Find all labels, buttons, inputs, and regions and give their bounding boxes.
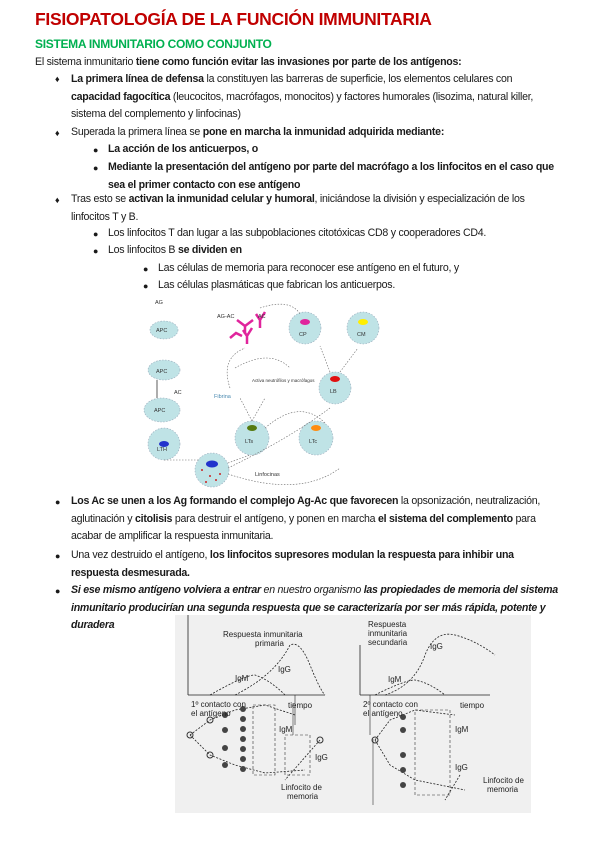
- bullet-cellular-humoral: [71, 191, 559, 226]
- sub-bullet-t-cells: Los linfocitos T dan lugar a las subpoblaciones citotóxicas CD8 y cooperadores CD4.: [108, 227, 487, 239]
- label-igm: IgM: [279, 725, 293, 734]
- bullet-icon: ●: [143, 264, 149, 274]
- text: Tras esto se: [71, 193, 129, 205]
- bullet-first-line-defense: [71, 71, 559, 124]
- plasma-cells-item: Las células plasmáticas que fabrican los anticuerpos.: [158, 279, 396, 291]
- bullet-acquired-immunity: [71, 124, 559, 142]
- label-ag-ac: AG-AC: [217, 314, 235, 320]
- text-bold: capacidad fagocítica: [71, 90, 171, 103]
- text: Superada la primera línea se: [71, 126, 203, 138]
- bullet-icon: ●: [93, 163, 99, 173]
- text: Una vez destruido el antígeno,: [71, 549, 210, 561]
- label-lts: LTs: [245, 439, 254, 445]
- label-memory-cell: Linfocito de: [281, 783, 322, 792]
- text-bold: pone en marcha la inmunidad adquirida mediante:: [202, 126, 445, 138]
- section-heading: SISTEMA INMUNITARIO COMO CONJUNTO: [35, 37, 272, 51]
- label-igg: IgG: [315, 753, 328, 762]
- nucleus: [330, 376, 340, 382]
- label-activa: Activa neutrófilos y macrófagos: [252, 378, 315, 383]
- label-memory-cell: memoria: [487, 785, 519, 794]
- label-igm: IgM: [388, 675, 402, 684]
- label-cm: CM: [357, 332, 366, 338]
- label-apc: APC: [154, 408, 166, 414]
- label-linfocinas: Linfocinas: [255, 472, 280, 478]
- sub-bullet-antibodies: La acción de los anticuerpos, o: [108, 143, 259, 155]
- label-second-contact: el antígeno: [363, 709, 403, 718]
- intro-paragraph: [35, 54, 575, 72]
- text: la constituyen las barreras de superficie, los elementos celulares con: [203, 73, 513, 85]
- bullet-icon: ●: [93, 229, 99, 239]
- text-bold: tiene como función evitar las invasiones por parte de los antígenos:: [135, 56, 462, 68]
- text: para acabar de amplificar la respuesta inmunitaria.: [71, 512, 536, 543]
- bullet-icon: ●: [143, 281, 149, 291]
- label-memory-cell: Linfocito de: [483, 776, 524, 785]
- nucleus: [358, 319, 368, 325]
- bullet-ag-ac-complex: [71, 493, 563, 546]
- diamond-bullet-icon: ♦: [55, 128, 60, 138]
- nucleus: [300, 319, 310, 325]
- text: la opsonización, neutralización, aglutinación y: [71, 495, 541, 525]
- bullet-icon: ●: [93, 145, 99, 155]
- label-apc: APC: [156, 328, 168, 334]
- text: Los linfocitos B: [108, 244, 178, 256]
- text: para destruir el antígeno, y ponen en marcha: [172, 512, 378, 525]
- nucleus: [311, 425, 321, 431]
- label-tiempo: tiempo: [460, 701, 485, 710]
- nucleus: [206, 461, 218, 468]
- label-memory-cell: memoria: [287, 792, 319, 801]
- primary-secondary-response-figure: [175, 615, 531, 813]
- label-primary-response: primaria: [255, 639, 284, 648]
- label-secondary-response: secundaria: [368, 638, 408, 647]
- text-bold: La primera línea de defensa: [71, 73, 204, 85]
- label-tiempo: tiempo: [288, 701, 313, 710]
- label-cp: CP: [299, 332, 307, 338]
- bullet-suppressors: [71, 547, 551, 582]
- dividing-cell: [195, 453, 229, 487]
- bullet-icon: ●: [55, 586, 61, 596]
- bullet-icon: ●: [93, 246, 99, 256]
- diamond-bullet-icon: ♦: [55, 195, 60, 205]
- bullet-icon: ●: [55, 497, 61, 507]
- text: en nuestro organismo: [260, 584, 364, 596]
- text-bold: Los Ac se unen a los Ag formando el complejo Ag-Ac que favorecen: [71, 495, 399, 507]
- text-bold: los linfocitos supresores modulan la respuesta para inhibir una respuesta desmesurada.: [71, 549, 514, 579]
- text-bold: las propiedades de memoria del sistema inmunitario producirían una segunda respuesta que se caracterizaría por ser más rápida, potente y duradera: [71, 584, 558, 632]
- label-primary-response: Respuesta inmunitaria: [223, 630, 303, 639]
- label-lb: LB: [330, 389, 337, 395]
- nucleus: [247, 425, 257, 431]
- label-apc: APC: [156, 369, 168, 375]
- text-bold: activan la inmunidad celular y humoral: [128, 193, 315, 205]
- cm-cell: [347, 312, 379, 344]
- memory-cells-item: Las células de memoria para reconocer ese antígeno en el futuro, y: [158, 262, 459, 274]
- label-igg: IgG: [430, 642, 443, 651]
- diamond-bullet-icon: ♦: [55, 74, 60, 84]
- label-lth: LTH: [157, 447, 167, 453]
- label-secondary-response: inmunitaria: [368, 629, 408, 638]
- label-ag: AG: [155, 300, 163, 306]
- text-bold: se dividen en: [177, 244, 242, 256]
- text: , iniciándose la división y especialización de los linfocitos T y B.: [71, 193, 525, 223]
- text: El sistema inmunitario: [35, 56, 136, 68]
- text-bold: el sistema del complemento: [378, 512, 513, 525]
- text: (leucocitos, macrófagos, monocitos) y factores humorales (lisozima, natural killer, sistema del complemento y linfocinas): [71, 90, 534, 121]
- label-igg: IgG: [278, 665, 291, 674]
- label-first-contact: el antígeno: [191, 709, 231, 718]
- label-ac: AC: [258, 314, 266, 320]
- text-bold: Si ese mismo antígeno volviera a entrar: [71, 584, 261, 596]
- sub-bullet-antigen-presentation: Mediante la presentación del antígeno por parte del macrófago a los linfocitos en el caso que sea el primer contacto con ese antígeno: [108, 161, 554, 191]
- label-fibrina: Fibrina: [214, 394, 231, 400]
- label-ltc: LTc: [309, 439, 318, 445]
- label-igm: IgM: [455, 725, 469, 734]
- page-title: FISIOPATOLOGÍA DE LA FUNCIÓN IMMUNITARIA: [35, 9, 432, 29]
- text-bold: citolisis: [134, 512, 173, 525]
- label-igg: IgG: [455, 763, 468, 772]
- label-igm: IgM: [235, 674, 249, 683]
- label-first-contact: 1º contacto con: [191, 700, 246, 709]
- label-secondary-response: Respuesta: [368, 620, 407, 629]
- immune-response-diagram: [140, 298, 440, 493]
- label-second-contact: 2º contacto con: [363, 700, 418, 709]
- cp-cell: [289, 312, 321, 344]
- label-ac: AC: [174, 390, 182, 396]
- bullet-icon: ●: [55, 551, 61, 561]
- sub-bullet-b-cells: [108, 242, 558, 260]
